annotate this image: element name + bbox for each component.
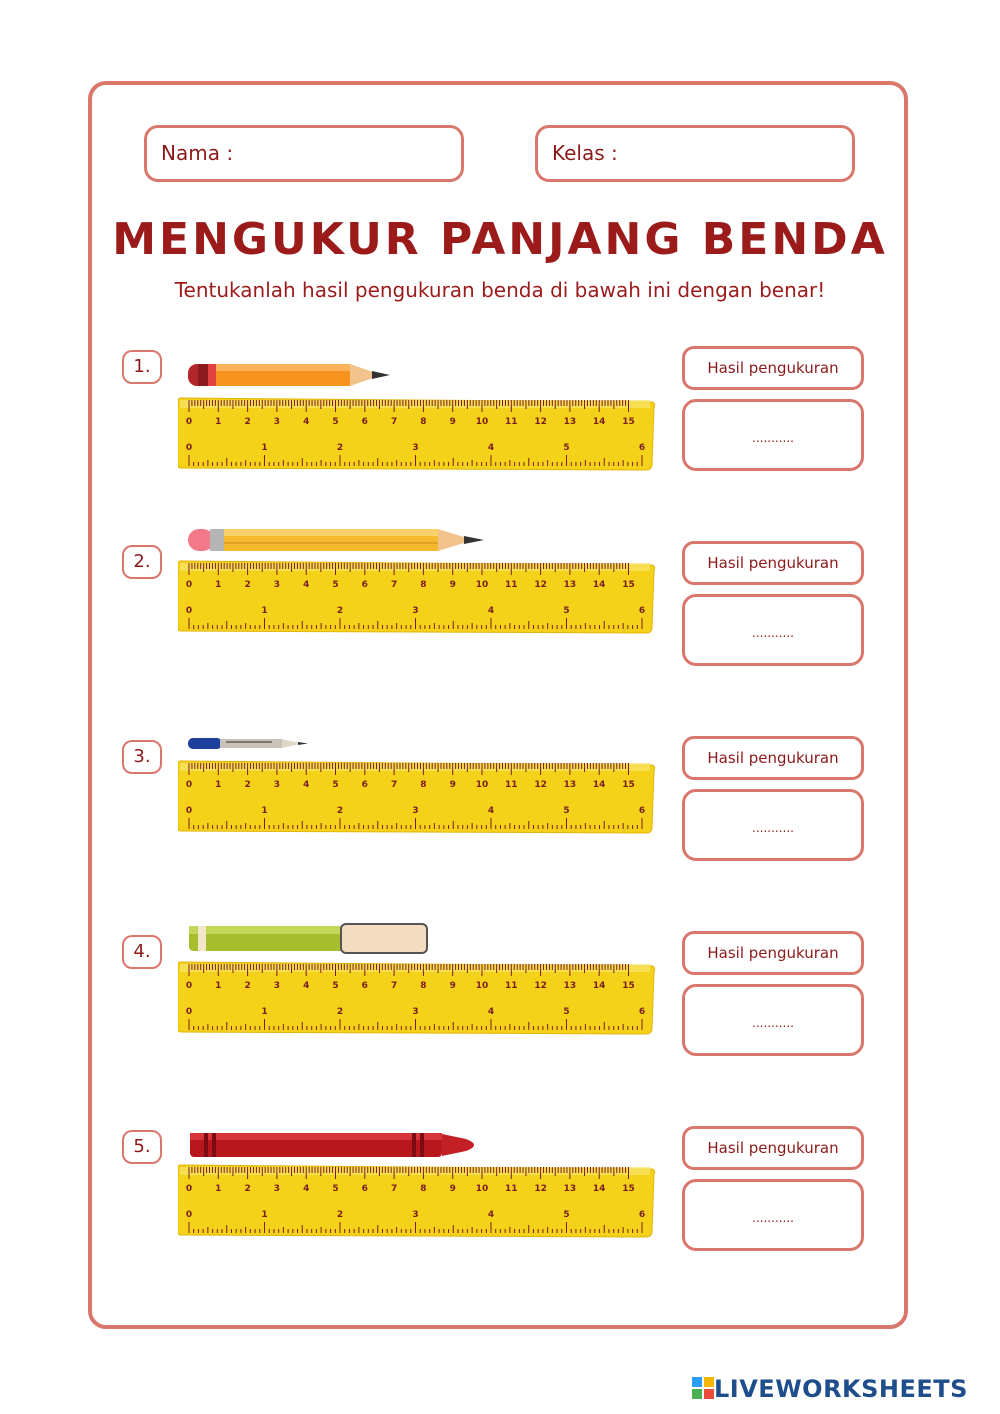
ruler-cm-label: 11: [505, 580, 518, 590]
ruler-body: [178, 962, 655, 1034]
ruler-inch-label: 1: [261, 1007, 268, 1017]
ruler-cm-label: 2: [244, 780, 251, 790]
ruler-cm-label: 2: [244, 417, 251, 427]
ruler-cm-label: 9: [449, 780, 456, 790]
ruler-cm-label: 14: [592, 580, 606, 590]
ruler-cm-label: 6: [361, 580, 368, 590]
ruler-cm-label: 5: [332, 780, 339, 790]
ruler-cm-label: 1: [215, 1184, 222, 1194]
ruler-cm-label: 0: [185, 417, 193, 427]
brand-name: LIVEWORKSHEETS: [714, 1375, 968, 1403]
name-field[interactable]: [144, 125, 464, 182]
short-pencil-icon: [186, 360, 396, 390]
ruler-inch-label: 6: [638, 1007, 646, 1017]
brand-logo: [692, 1374, 968, 1404]
ruler-cm-label: 15: [622, 580, 635, 590]
answer-box[interactable]: ...........: [682, 789, 864, 861]
ruler-body: [178, 761, 655, 833]
ruler-inch-label: 1: [261, 443, 268, 453]
ruler-cm-label: 2: [244, 981, 251, 991]
answer-box[interactable]: ...........: [682, 984, 864, 1056]
ruler-inch-label: 5: [563, 1210, 570, 1220]
ruler-cm-label: 7: [390, 417, 398, 427]
ruler-inch-label: 3: [412, 606, 419, 616]
ruler-cm-label: 8: [420, 1184, 427, 1194]
ruler-cm-label: 12: [534, 1184, 547, 1194]
ruler-inch-label: 2: [336, 443, 344, 453]
ruler-inch-label: 1: [261, 1210, 268, 1220]
ruler-cm-label: 5: [332, 981, 339, 991]
ruler-cm-label: 11: [505, 981, 518, 991]
ruler-cm-label: 14: [592, 780, 606, 790]
answer-box[interactable]: ...........: [682, 1179, 864, 1251]
ruler-cm-label: 10: [475, 1184, 489, 1194]
ruler-cm-label: 1: [215, 417, 222, 427]
answer-box[interactable]: ...........: [682, 594, 864, 666]
ruler: [178, 1161, 656, 1241]
page-title: MENGUKUR PANJANG BENDA: [112, 214, 888, 265]
pen-icon: [186, 735, 316, 753]
ruler-cm-label: 13: [563, 580, 577, 590]
ruler-cm-label: 15: [622, 417, 635, 427]
ruler-cm-label: 0: [185, 580, 193, 590]
ruler-cm-label: 11: [505, 417, 518, 427]
ruler-cm-label: 0: [185, 780, 193, 790]
result-label: Hasil pengukuran: [682, 736, 864, 780]
ruler: [178, 557, 656, 637]
ruler-inch-label: 4: [487, 1007, 495, 1017]
ruler-cm-label: 5: [332, 1184, 339, 1194]
ruler-inch-label: 6: [638, 806, 646, 816]
ruler-cm-label: 8: [420, 981, 427, 991]
ruler-cm-label: 4: [303, 780, 310, 790]
ruler-cm-label: 3: [273, 580, 281, 590]
ruler-cm-label: 2: [244, 1184, 251, 1194]
ruler-cm-label: 4: [303, 981, 310, 991]
ruler-cm-label: 9: [449, 981, 456, 991]
ruler-cm-label: 6: [361, 981, 368, 991]
ruler-cm-label: 13: [563, 1184, 577, 1194]
ruler-cm-label: 12: [534, 981, 547, 991]
page-subtitle: Tentukanlah hasil pengukuran benda di bawah ini dengan benar!: [174, 278, 826, 302]
ruler-inch-label: 3: [412, 806, 419, 816]
ruler-cm-label: 10: [475, 417, 489, 427]
ruler-inch-label: 4: [487, 806, 495, 816]
ruler-inch-label: 2: [336, 1007, 344, 1017]
ruler-inch-label: 0: [185, 1210, 193, 1220]
ruler-cm-label: 4: [303, 580, 310, 590]
ruler-cm-label: 8: [420, 580, 427, 590]
class-label: Kelas :: [552, 141, 618, 165]
ruler: [178, 958, 656, 1038]
ruler-cm-label: 5: [332, 580, 339, 590]
ruler-cm-label: 6: [361, 1184, 368, 1194]
ruler-cm-label: 6: [361, 780, 368, 790]
ruler-inch-label: 6: [638, 443, 646, 453]
ruler-inch-label: 6: [638, 606, 646, 616]
ruler-body: [178, 1165, 655, 1237]
ruler-inch-label: 0: [185, 806, 193, 816]
ruler-cm-label: 10: [475, 580, 489, 590]
ruler-inch-label: 3: [412, 443, 419, 453]
item-number: 2.: [122, 545, 162, 579]
ruler-cm-label: 13: [563, 780, 577, 790]
ruler-cm-label: 10: [475, 981, 489, 991]
ruler-body: [178, 561, 655, 633]
ruler-cm-label: 2: [244, 580, 251, 590]
answer-box[interactable]: ...........: [682, 399, 864, 471]
ruler-cm-label: 12: [534, 417, 547, 427]
item-number: 3.: [122, 740, 162, 774]
ruler-cm-label: 13: [563, 981, 577, 991]
ruler-cm-label: 9: [449, 1184, 456, 1194]
ruler-cm-label: 9: [449, 417, 456, 427]
ruler-inch-label: 5: [563, 1007, 570, 1017]
ruler-cm-label: 3: [273, 1184, 281, 1194]
ruler-cm-label: 3: [273, 780, 281, 790]
ruler-body: [178, 398, 655, 470]
ruler-inch-label: 3: [412, 1210, 419, 1220]
ruler-inch-label: 0: [185, 606, 193, 616]
ruler-cm-label: 1: [215, 981, 222, 991]
ruler-inch-label: 5: [563, 806, 570, 816]
ruler-cm-label: 13: [563, 417, 577, 427]
ruler-cm-label: 14: [592, 981, 606, 991]
ruler-inch-label: 0: [185, 1007, 193, 1017]
ruler-cm-label: 14: [592, 417, 606, 427]
result-label: Hasil pengukuran: [682, 541, 864, 585]
ruler-cm-label: 1: [215, 580, 222, 590]
ruler-cm-label: 11: [505, 780, 518, 790]
ruler-cm-label: 7: [390, 1184, 398, 1194]
name-label: Nama :: [161, 141, 234, 165]
marker-icon: [186, 923, 432, 955]
ruler-cm-label: 8: [420, 417, 427, 427]
ruler-cm-label: 15: [622, 780, 635, 790]
ruler-inch-label: 5: [563, 443, 570, 453]
crayon-icon: [186, 1130, 486, 1162]
ruler-cm-label: 12: [534, 580, 547, 590]
ruler-cm-label: 14: [592, 1184, 606, 1194]
result-label: Hasil pengukuran: [682, 1126, 864, 1170]
ruler-cm-label: 4: [303, 1184, 310, 1194]
ruler-inch-label: 4: [487, 1210, 495, 1220]
result-label: Hasil pengukuran: [682, 931, 864, 975]
ruler-cm-label: 3: [273, 417, 281, 427]
ruler-cm-label: 12: [534, 780, 547, 790]
liveworksheets-logo-icon: [692, 1377, 714, 1401]
ruler-cm-label: 0: [185, 1184, 193, 1194]
ruler: [178, 757, 656, 837]
ruler-cm-label: 4: [303, 417, 310, 427]
ruler-cm-label: 7: [390, 981, 398, 991]
ruler-inch-label: 2: [336, 806, 344, 816]
ruler-cm-label: 15: [622, 981, 635, 991]
ruler-inch-label: 4: [487, 606, 495, 616]
ruler-cm-label: 5: [332, 417, 339, 427]
ruler-cm-label: 7: [390, 580, 398, 590]
item-number: 5.: [122, 1130, 162, 1164]
ruler-cm-label: 11: [505, 1184, 518, 1194]
ruler-inch-label: 1: [261, 806, 268, 816]
ruler-inch-label: 2: [336, 1210, 344, 1220]
ruler-cm-label: 15: [622, 1184, 635, 1194]
ruler-inch-label: 5: [563, 606, 570, 616]
ruler-cm-label: 7: [390, 780, 398, 790]
long-pencil-icon: [186, 525, 486, 555]
item-number: 4.: [122, 935, 162, 969]
class-field[interactable]: [535, 125, 855, 182]
ruler-cm-label: 1: [215, 780, 222, 790]
ruler-cm-label: 9: [449, 580, 456, 590]
ruler-inch-label: 2: [336, 606, 344, 616]
ruler-cm-label: 0: [185, 981, 193, 991]
ruler-inch-label: 6: [638, 1210, 646, 1220]
ruler-cm-label: 10: [475, 780, 489, 790]
ruler-inch-label: 4: [487, 443, 495, 453]
result-label: Hasil pengukuran: [682, 346, 864, 390]
item-number: 1.: [122, 350, 162, 384]
ruler-inch-label: 3: [412, 1007, 419, 1017]
ruler-cm-label: 8: [420, 780, 427, 790]
ruler-inch-label: 1: [261, 606, 268, 616]
ruler-cm-label: 3: [273, 981, 281, 991]
ruler: [178, 394, 656, 474]
ruler-cm-label: 6: [361, 417, 368, 427]
ruler-inch-label: 0: [185, 443, 193, 453]
